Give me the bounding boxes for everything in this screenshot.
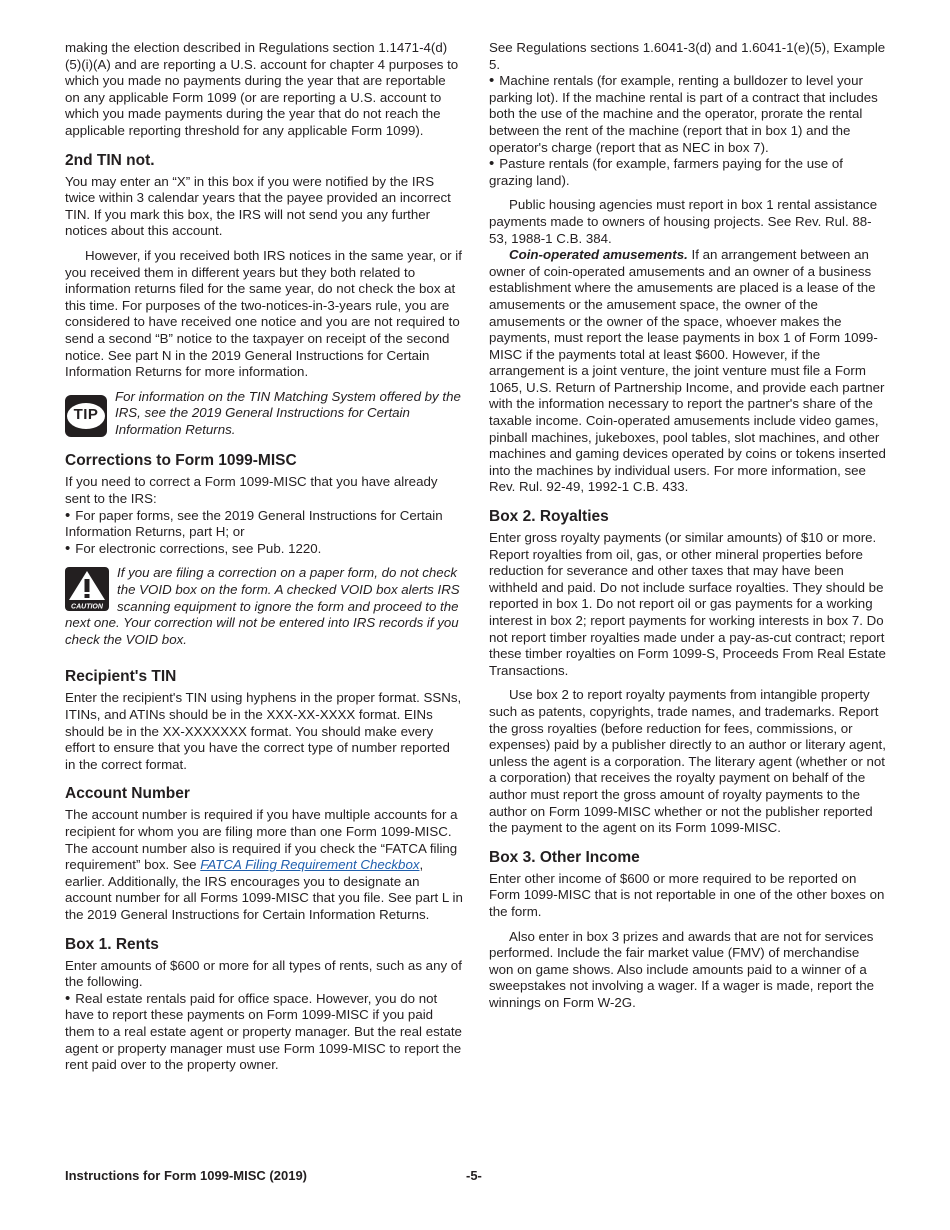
footer-page-number: -5- bbox=[466, 1168, 482, 1183]
heading-box2-royalties: Box 2. Royalties bbox=[489, 508, 609, 526]
bullet-machine-rentals: • Machine rentals (for example, renting a bulldozer to level your parking lot). If the machine rental is part of a contract that includes both the use of the machine and the operator, prorate the rental between the rent of the machine (report that in box 1) and the operator's charge (report that as NEC in box 7). bbox=[489, 73, 887, 156]
fatca-checkbox-link[interactable]: FATCA Filing Requirement Checkbox bbox=[200, 857, 420, 873]
heading-corrections: Corrections to Form 1099-MISC bbox=[65, 452, 297, 470]
paragraph-box3-2: Also enter in box 3 prizes and awards that are not for services performed. Include the fair market value (FMV) of merchandise won on game shows. Also include amounts paid to a winner of a sweepstakes not involving a wager. If a wager is made, report the winnings on Form W-2G. bbox=[489, 928, 875, 1010]
paragraph-recipient-tin: Enter the recipient's TIN using hyphens in the proper format. SSNs, ITINs, and ATINs should be in the XXX-XX-XXXX format. EINs should be in the XX-XXXXXXX format. You should make every effort to ensure that you have the correct type of number reported in the correct format. bbox=[65, 690, 462, 772]
left-column bbox=[65, 40, 463, 1074]
caution-icon bbox=[65, 567, 109, 611]
caution-note bbox=[65, 565, 463, 648]
heading-recipient-tin: Recipient's TIN bbox=[65, 668, 177, 686]
bullet-real-estate-rentals: • Real estate rentals paid for office space. However, you do not have to report these payments on Form 1099-MISC if you paid them to a real estate agent or property manager. But the real estate agent or property manager must use Form 1099-MISC to report the rent paid over to the property owner. bbox=[65, 991, 463, 1074]
tip-icon: TIP bbox=[65, 395, 107, 437]
paragraph-2nd-tin-2: However, if you received both IRS notices in the same year, or if you received them in different years but they both related to information returns filed for the same year, do not check the box at this time. For purposes of the two-notices-in-3-years rule, you are considered to have received one notice and you are not required to send a second “B” notice to the taxpayer on receipt of the second notice. See part N in the 2019 General Instructions for Certain Information Returns for more information. bbox=[65, 247, 462, 380]
paragraph-continued: See Regulations sections 1.6041-3(d) and 1.6041-1(e)(5), Example 5. bbox=[489, 40, 886, 72]
paragraph-coin-operated: Coin-operated amusements. If an arrangement between an owner of coin-operated amusements and an owner of a business establishment where the amusements are placed is a lease of the amusements or the amusement space, the owner of the amusements or the owner of the space, whoever makes the payments, must report the lease payments in box 1 of Form 1099-MISC if the payments total at least $600. However, if the arrangement is a joint venture, the joint venture must file a Form 1065, U.S. Return of Partnership Income, and provide each partner with the information necessary to report the partner's share of the taxable income. Coin-operated amusements include video games, pinball machines, jukeboxes, pool tables, slot machines, and other machines and gaming devices operated by coins or tokens inserted into the machines by individual users. For more information, see Rev. Rul. 92-49, 1992-1 C.B. 433. bbox=[489, 247, 886, 495]
paragraph-public-housing: Public housing agencies must report in box 1 rental assistance payments made to owners of housing projects. See Rev. Rul. 88-53, 1988-1 C.B. 384. bbox=[489, 197, 878, 246]
caution-text: If you are filing a correction on a paper form, do not check the VOID box on the form. A checked VOID box alerts IRS scanning equipment to ignore the form and proceed to the next one. Your correction will not be entered into IRS records if you check the VOID box. bbox=[65, 565, 460, 647]
heading-account-number: Account Number bbox=[65, 785, 190, 803]
coin-operated-heading: Coin-operated amusements. bbox=[509, 247, 688, 263]
paragraph-box2-2: Use box 2 to report royalty payments from intangible property such as patents, copyrights, trade names, and trademarks. Report the gross royalties (before reduction for fees, commissions, or expenses) paid by a publisher directly to an author or literary agent, unless the agent is a corporation. The literary agent (whether or not a corporation) that receives the royalty payment on behalf of the author must report the gross amount of royalty payments to the author on Form 1099-MISC whether or not the publisher reported the payment to the agent on its Form 1099-MISC. bbox=[489, 687, 886, 836]
paragraph-2nd-tin-1: You may enter an “X” in this box if you were notified by the IRS twice within 3 calendar years that the payee provided an incorrect TIN. If you mark this box, the IRS will not send you any further notices about this account. bbox=[65, 173, 451, 239]
paragraph-box1: Enter amounts of $600 or more for all types of rents, such as any of the following. bbox=[65, 957, 462, 990]
paragraph-box2-1: Enter gross royalty payments (or similar amounts) of $10 or more. Report royalties from oil, gas, or other mineral properties before reduction for severance and other taxes that may have been withheld and paid. Do not include surface royalties. They should be reported in box 1. Do not report oil or gas payments for a working interest in box 2; report payments for working interests in box 7. Do not report timber royalties made under a pay-as-cut contract; report these timber royalties on Form 1099-S, Proceeds From Real Estate Transactions. bbox=[489, 530, 886, 678]
tip-note bbox=[65, 389, 463, 439]
paragraph-account-number: The account number is required if you have multiple accounts for a recipient for whom you are filing more than one Form 1099-MISC. The account number also is required if you check the “FATCA filing requirement” box. See FATCA Filing Requirement Checkbox, earlier. Additionally, the IRS encourages you to designate an account number for all Forms 1099-MISC that you file. See part L in the 2019 General Instructions for Certain Information Returns. bbox=[65, 807, 463, 922]
heading-box3-other-income: Box 3. Other Income bbox=[489, 848, 640, 866]
right-column bbox=[489, 40, 887, 1011]
intro-paragraph: making the election described in Regulations section 1.1471-4(d)(5)(i)(A) and are reporting a U.S. account for chapter 4 purposes to which you made no payments during the year that are reportable on any applicable Form 1099 (or are reporting a U.S. account to which you made payments during the year that do not reach the applicable reporting threshold for any applicable Form 1099). bbox=[65, 40, 459, 138]
bullet-corrections-paper: • For paper forms, see the 2019 General Instructions for Certain Information Returns, part H; or bbox=[65, 508, 463, 541]
paragraph-box3-1: Enter other income of $600 or more required to be reported on Form 1099-MISC that is not reportable in one of the other boxes on the form. bbox=[489, 870, 885, 919]
heading-2nd-tin-not: 2nd TIN not. bbox=[65, 151, 155, 169]
heading-box1-rents: Box 1. Rents bbox=[65, 935, 159, 953]
bullet-corrections-electronic: • For electronic corrections, see Pub. 1220. bbox=[65, 541, 463, 558]
paragraph-corrections: If you need to correct a Form 1099-MISC that you have already sent to the IRS: bbox=[65, 474, 438, 507]
footer-title: Instructions for Form 1099-MISC (2019) bbox=[65, 1168, 307, 1183]
svg-text:CAUTION: CAUTION bbox=[71, 603, 103, 611]
bullet-pasture-rentals: • Pasture rentals (for example, farmers paying for the use of grazing land). bbox=[489, 156, 887, 189]
tip-text: For information on the TIN Matching System offered by the IRS, see the 2019 General Instructions for Certain Information Returns. bbox=[115, 388, 461, 437]
